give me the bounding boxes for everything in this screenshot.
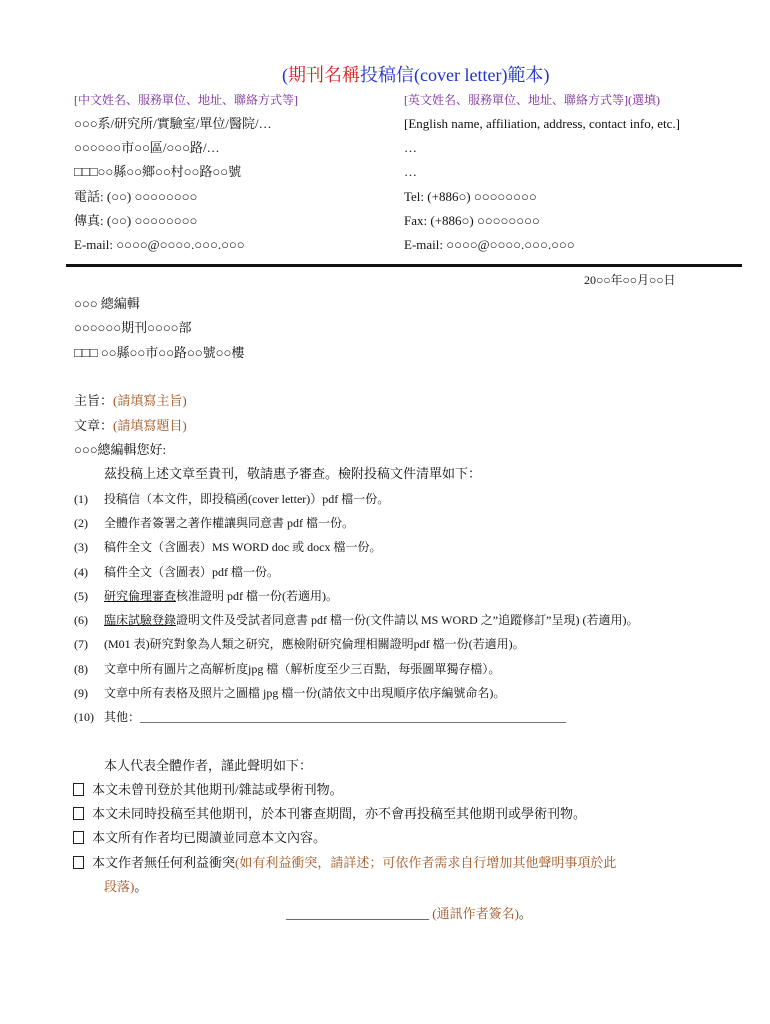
statement-note-continued: 段落)。	[104, 879, 148, 894]
list-item-number: (9)	[74, 686, 88, 700]
subject-placeholder: (請填寫主旨)	[113, 393, 187, 408]
document-title: (期刊名稱投稿信(cover letter)範本)	[282, 65, 550, 85]
statement-text: 本文作者無任何利益衝突(如有利益衝突，請詳述；可依作者需求自行增加其他聲明事項於此	[92, 855, 617, 870]
list-item: 文章中所有表格及照片之圖檔 jpg 檔一份(請依文中出現順序依序編號命名)。	[104, 686, 506, 700]
recipient-dept: ○○○○○○期刊○○○○部	[74, 320, 192, 335]
header-right-tel: Tel: (+886○) ○○○○○○○○	[404, 189, 537, 204]
title-main: 投稿信(cover letter)範本	[360, 65, 544, 85]
list-item-number: (5)	[74, 589, 88, 603]
intro-paragraph: 茲投稿上述文章至貴刊，敬請惠予審查。檢附投稿文件清單如下：	[104, 466, 482, 481]
header-right-fax: Fax: (+886○) ○○○○○○○○	[404, 213, 540, 228]
statements-intro: 本人代表全體作者，謹此聲明如下：	[104, 758, 313, 773]
list-item-number: (4)	[74, 565, 88, 579]
salutation: ○○○總編輯您好:	[74, 442, 167, 457]
header-left-line: □□□○○縣○○鄉○○村○○路○○號	[74, 164, 242, 179]
signature-note: (通訊作者簽名)	[432, 906, 519, 921]
article-placeholder: (請填寫題目)	[113, 418, 187, 433]
list-item: 稿件全文（含圖表）pdf 檔一份。	[104, 565, 279, 579]
statement-checkbox[interactable]	[73, 856, 84, 869]
signature-block: ______________________ (通訊作者簽名)。	[286, 906, 532, 921]
list-item: 研究倫理審查核准證明 pdf 檔一份(若適用)。	[104, 589, 339, 603]
statement-checkbox[interactable]	[73, 831, 84, 844]
list-item: (M01 表)研究對象為人類之研究，應檢附研究倫理相關證明pdf 檔一份(若適用)。	[104, 637, 525, 651]
list-item-other: 其他：_______________________________________________________________________	[104, 710, 567, 724]
list-item: 投稿信（本文件，即投稿函(cover letter)）pdf 檔一份。	[104, 492, 390, 506]
statement-checkbox[interactable]	[73, 783, 84, 796]
article-line: 文章：(請填寫題目)	[74, 418, 187, 433]
header-divider	[66, 264, 742, 267]
list-item-number: (3)	[74, 540, 88, 554]
recipient-name: ○○○ 總編輯	[74, 296, 140, 311]
list-item: 全體作者簽署之著作權讓與同意書 pdf 檔一份。	[104, 516, 354, 530]
statement-checkbox[interactable]	[73, 807, 84, 820]
header-phone: 電話: (○○) ○○○○○○○○	[74, 189, 198, 204]
list-item: 稿件全文（含圖表）MS WORD doc 或 docx 檔一份。	[104, 540, 382, 554]
header-email: E-mail: ○○○○@○○○○.○○○.○○○	[74, 237, 245, 252]
statement-text: 本文未同時投稿至其他期刊，於本刊審查期間，亦不會再投稿至其他期刊或學術刊物。	[92, 806, 587, 821]
header-right-line: [English name, affiliation, address, contact info, etc.]	[404, 116, 680, 131]
header-right-email: E-mail: ○○○○@○○○○.○○○.○○○	[404, 237, 575, 252]
header-right-line: …	[404, 140, 417, 155]
title-journal-name: 期刊名稱	[288, 65, 360, 85]
statement-note: (如有利益衝突，請詳述；可依作者需求自行增加其他聲明事項於此	[235, 855, 617, 870]
signature-line[interactable]: ______________________	[286, 906, 429, 921]
header-right-label: [英文姓名、服務單位、地址、聯絡方式等](選填)	[404, 93, 660, 107]
list-item-number: (6)	[74, 613, 88, 627]
header-right-line: …	[404, 164, 417, 179]
list-item-number: (7)	[74, 637, 88, 651]
list-item: 臨床試驗登錄證明文件及受試者同意書 pdf 檔一份(文件請以 MS WORD 之”追蹤修訂”呈現) (若適用)。	[104, 613, 639, 627]
list-item-number: (2)	[74, 516, 88, 530]
letter-date: 20○○年○○月○○日	[584, 273, 676, 287]
subject-line: 主旨：(請填寫主旨)	[74, 393, 187, 408]
statement-text: 本文未曾刊登於其他期刊/雜誌或學術刊物。	[92, 782, 343, 797]
list-item-number: (10)	[74, 710, 94, 724]
recipient-address: □□□ ○○縣○○市○○路○○號○○樓	[74, 345, 245, 360]
list-item-number: (8)	[74, 662, 88, 676]
header-left-label: [中文姓名、服務單位、地址、聯絡方式等]	[74, 93, 298, 107]
list-item-number: (1)	[74, 492, 88, 506]
list-item: 文章中所有圖片之高解析度jpg 檔（解析度至少三百點，每張圖單獨存檔）。	[104, 662, 501, 676]
header-left-line: ○○○系/研究所/實驗室/單位/醫院/…	[74, 116, 272, 131]
header-left-line: ○○○○○○市○○區/○○○路/…	[74, 140, 220, 155]
statement-text: 本文所有作者均已閱讀並同意本文內容。	[92, 830, 327, 845]
header-fax: 傳真: (○○) ○○○○○○○○	[74, 213, 198, 228]
